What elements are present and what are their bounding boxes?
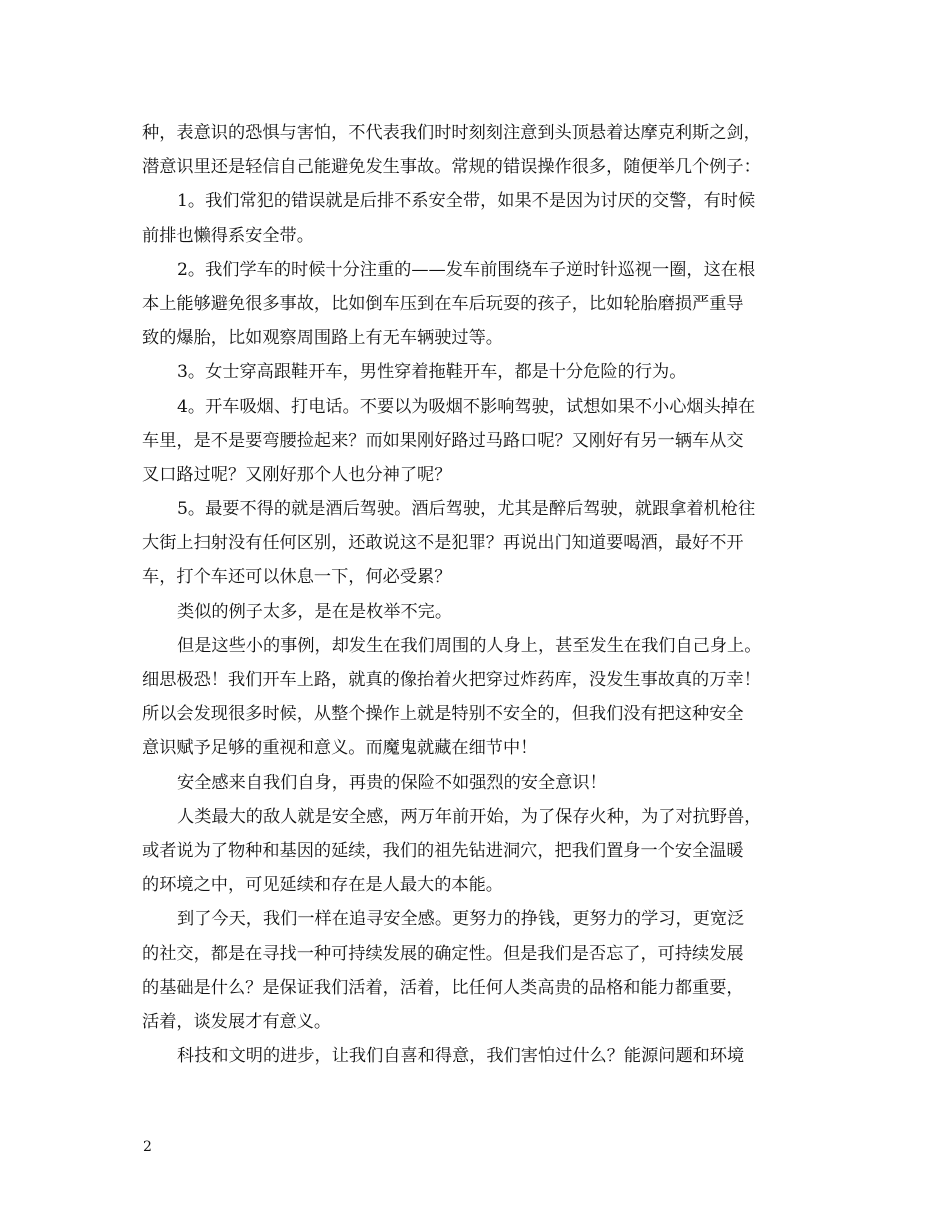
text-line: 到了今天，我们一样在追寻安全感。更努力的挣钱，更努力的学习，更宽泛	[177, 909, 745, 930]
text-line: 意识赋予足够的重视和意义。而魔鬼就藏在细节中！	[142, 738, 538, 759]
text-line: 叉口路过呢？又刚好那个人也分神了呢？	[142, 464, 452, 485]
text-line: 细思极恐！我们开车上路，就真的像抬着火把穿过炸药库，没发生事故真的万幸！	[142, 670, 761, 690]
text-line: 车里，是不是要弯腰捡起来？而如果刚好路过马路口呢？又刚好有另一辆车从交	[142, 430, 744, 451]
text-line: 的基础是什么？是保证我们活着，活着，比任何人类高贵的品格和能力都重要，	[142, 977, 744, 998]
text-line: 潜意识里还是轻信自己能避免发生事故。常规的错误操作很多，随便举几个例子：	[142, 157, 761, 178]
text-line: 种，表意识的恐惧与害怕，不代表我们时时刻刻注意到头顶悬着达摩克利斯之剑，	[142, 123, 761, 143]
text-line: 类似的例子太多，是在是枚举不完。	[177, 601, 453, 622]
text-line: 科技和文明的进步，让我们自喜和得意，我们害怕过什么？能源问题和环境	[177, 1046, 745, 1067]
text-line: 致的爆胎，比如观察周围路上有无车辆驶过等。	[142, 328, 503, 349]
text-line: 2。我们学车的时候十分注重的——发车前围绕车子逆时针巡视一圈，这在根	[177, 259, 756, 280]
text-line: 前排也懒得系安全带。	[142, 225, 314, 246]
text-line: 活着，谈发展才有意义。	[142, 1011, 332, 1032]
text-line: 大街上扫射没有任何区别，还敢说这不是犯罪？再说出门知道要喝酒，最好不开	[142, 533, 744, 554]
text-line: 5。最要不得的就是酒后驾驶。酒后驾驶，尤其是醉后驾驶，就跟拿着机枪往	[177, 499, 756, 520]
text-line: 安全感来自我们自身，再贵的保险不如强烈的安全意识！	[177, 772, 607, 793]
text-line: 的环境之中，可见延续和存在是人最大的本能。	[142, 875, 503, 896]
text-line: 但是这些小的事例，却发生在我们周围的人身上，甚至发生在我们自己身上。	[177, 635, 762, 656]
page-number: 2	[143, 1139, 152, 1155]
text-line: 3。女士穿高跟鞋开车，男性穿着拖鞋开车，都是十分危险的行为。	[177, 362, 687, 383]
text-line: 的社交，都是在寻找一种可持续发展的确定性。但是我们是否忘了，可持续发展	[142, 943, 744, 964]
text-line: 1。我们常犯的错误就是后排不系安全带，如果不是因为讨厌的交警，有时候	[177, 191, 756, 212]
text-line: 本上能够避免很多事故，比如倒车压到在车后玩耍的孩子，比如轮胎磨损严重导	[142, 293, 744, 314]
text-line: 或者说为了物种和基因的延续，我们的祖先钻进洞穴，把我们置身一个安全温暖	[142, 840, 744, 861]
text-line: 人类最大的敌人就是安全感，两万年前开始，为了保存火种，为了对抗野兽，	[177, 806, 762, 827]
text-line: 所以会发现很多时候，从整个操作上就是特别不安全的，但我们没有把这种安全	[142, 704, 744, 725]
text-line: 车，打个车还可以休息一下，何必受累？	[142, 567, 452, 588]
text-line: 4。开车吸烟、打电话。不要以为吸烟不影响驾驶，试想如果不小心烟头掉在	[177, 396, 756, 417]
body-text	[142, 116, 822, 1073]
